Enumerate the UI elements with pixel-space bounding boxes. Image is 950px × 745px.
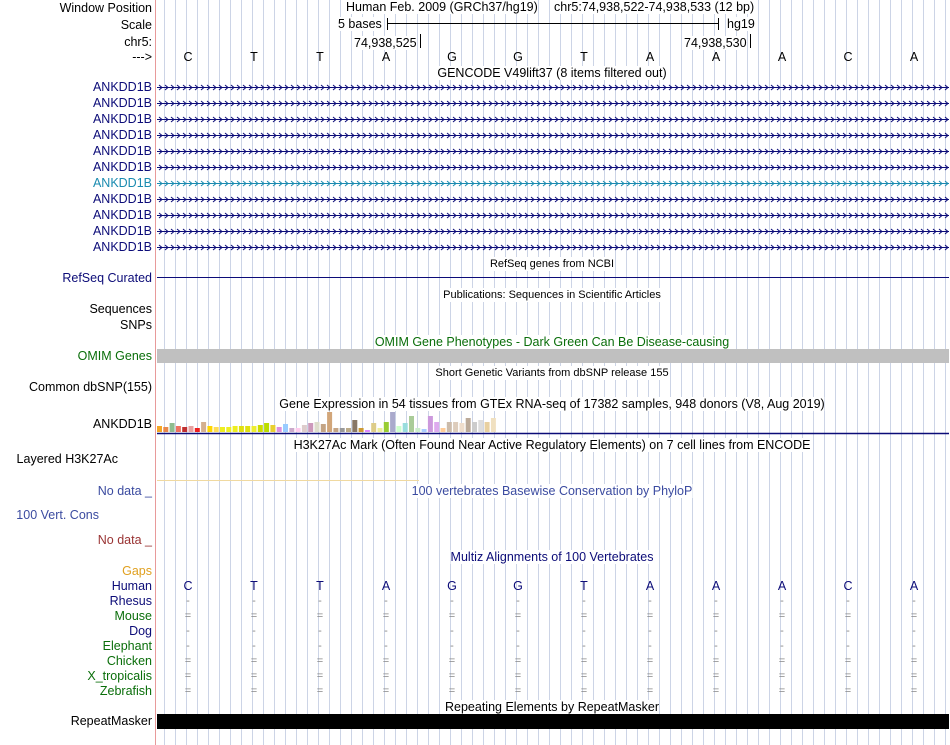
gtex-tissue-bar[interactable] bbox=[176, 426, 181, 432]
multiz-alignment-symbol: = bbox=[184, 610, 192, 622]
phylop-label[interactable]: 100 Vert. Cons bbox=[16, 508, 99, 522]
multiz-alignment-symbol: - bbox=[252, 640, 256, 652]
gtex-tissue-bar[interactable] bbox=[491, 418, 496, 432]
gtex-tissue-bar[interactable] bbox=[233, 426, 238, 432]
base-letter: T bbox=[316, 50, 324, 64]
multiz-alignment-symbol: = bbox=[580, 670, 588, 682]
gtex-tissue-bar[interactable] bbox=[170, 423, 175, 432]
gtex-tissue-bar[interactable] bbox=[315, 422, 320, 432]
gtex-tissue-bar[interactable] bbox=[258, 425, 263, 432]
multiz-alignment-symbol: - bbox=[912, 625, 916, 637]
gtex-tissue-bar[interactable] bbox=[346, 428, 351, 432]
multiz-alignment-symbol: = bbox=[778, 655, 786, 667]
multiz-alignment-symbol: = bbox=[646, 655, 654, 667]
gencode-gene-label[interactable]: ANKDD1B bbox=[92, 160, 152, 174]
multiz-alignment-symbol: = bbox=[184, 670, 192, 682]
multiz-alignment-symbol: C bbox=[843, 579, 853, 593]
gtex-tissue-bar[interactable] bbox=[428, 416, 433, 432]
multiz-alignment-symbol: A bbox=[645, 579, 655, 593]
gtex-tissue-bar[interactable] bbox=[371, 423, 376, 432]
multiz-alignment-symbol: = bbox=[844, 685, 852, 697]
multiz-alignment-symbol: - bbox=[582, 625, 586, 637]
gtex-tissue-bar[interactable] bbox=[447, 422, 452, 432]
multiz-alignment-symbol: - bbox=[252, 595, 256, 607]
multiz-alignment-symbol: - bbox=[714, 625, 718, 637]
gencode-gene-label[interactable]: ANKDD1B bbox=[92, 128, 152, 142]
multiz-alignment-symbol: = bbox=[844, 610, 852, 622]
multiz-alignment-symbol: = bbox=[778, 670, 786, 682]
gtex-tissue-bar[interactable] bbox=[157, 426, 162, 432]
multiz-alignment-symbol: = bbox=[844, 655, 852, 667]
gtex-tissue-bar[interactable] bbox=[308, 423, 313, 432]
multiz-alignment-symbol: - bbox=[714, 640, 718, 652]
multiz-alignment-symbol: = bbox=[712, 655, 720, 667]
multiz-alignment-symbol: - bbox=[582, 640, 586, 652]
repeatmasker-feature-bar[interactable] bbox=[157, 714, 949, 729]
gtex-tissue-bar[interactable] bbox=[226, 427, 231, 432]
repeatmasker-track-title[interactable]: Repeating Elements by RepeatMasker bbox=[444, 700, 660, 714]
multiz-alignment-symbol: A bbox=[711, 579, 721, 593]
multiz-alignment-symbol: - bbox=[846, 625, 850, 637]
multiz-alignment-symbol: = bbox=[316, 670, 324, 682]
multiz-alignment-symbol: = bbox=[382, 670, 390, 682]
multiz-alignment-symbol: = bbox=[448, 655, 456, 667]
multiz-alignment-symbol: = bbox=[382, 685, 390, 697]
multiz-alignment-symbol: = bbox=[514, 670, 522, 682]
gtex-tissue-bar[interactable] bbox=[340, 428, 345, 432]
multiz-alignment-symbol: G bbox=[447, 579, 457, 593]
gtex-tissue-bar[interactable] bbox=[252, 426, 257, 432]
base-letter: C bbox=[183, 50, 193, 64]
gtex-tissue-bar[interactable] bbox=[472, 422, 477, 432]
multiz-alignment-symbol: = bbox=[382, 655, 390, 667]
base-letter: A bbox=[381, 50, 391, 64]
multiz-alignment-symbol: - bbox=[846, 595, 850, 607]
multiz-alignment-symbol: T bbox=[250, 579, 258, 593]
gencode-gene-feature[interactable] bbox=[157, 100, 949, 107]
multiz-alignment-symbol: - bbox=[318, 595, 322, 607]
db-text: hg19 bbox=[727, 17, 755, 31]
multiz-alignment-symbol: = bbox=[184, 685, 192, 697]
gtex-expression-chart[interactable] bbox=[157, 410, 949, 435]
multiz-alignment-symbol: G bbox=[513, 579, 523, 593]
phylop-nodata-top: No data _ bbox=[97, 484, 152, 498]
gencode-gene-feature[interactable] bbox=[157, 148, 949, 155]
gtex-tissue-bar[interactable] bbox=[207, 426, 212, 432]
multiz-alignment-symbol: - bbox=[450, 595, 454, 607]
h3k27ac-label[interactable]: Layered H3K27Ac bbox=[16, 452, 118, 466]
gencode-gene-feature[interactable] bbox=[157, 196, 949, 203]
base-letter: T bbox=[580, 50, 588, 64]
multiz-alignment-symbol: = bbox=[250, 610, 258, 622]
strand-arrow-label[interactable]: ---> bbox=[132, 50, 152, 64]
multiz-alignment-symbol: - bbox=[780, 595, 784, 607]
gtex-tissue-bar[interactable] bbox=[321, 424, 326, 432]
multiz-species-label[interactable]: Elephant bbox=[102, 639, 152, 653]
coord-right: 74,938,530 bbox=[684, 36, 747, 50]
multiz-alignment-symbol: = bbox=[778, 610, 786, 622]
base-letter: A bbox=[645, 50, 655, 64]
multiz-alignment-symbol: = bbox=[382, 610, 390, 622]
multiz-alignment-symbol: = bbox=[250, 685, 258, 697]
publications-track-title[interactable]: Publications: Sequences in Scientific Articles bbox=[443, 289, 661, 301]
dbsnp-track-title[interactable]: Short Genetic Variants from dbSNP release 155 bbox=[435, 367, 669, 379]
dbsnp-label[interactable]: Common dbSNP(155) bbox=[29, 380, 152, 394]
multiz-alignment-symbol: T bbox=[316, 579, 324, 593]
multiz-alignment-symbol: - bbox=[384, 625, 388, 637]
multiz-alignment-symbol: = bbox=[646, 610, 654, 622]
multiz-species-label[interactable]: X_tropicalis bbox=[87, 669, 152, 683]
multiz-alignment-symbol: - bbox=[516, 625, 520, 637]
gtex-tissue-bar[interactable] bbox=[434, 422, 439, 432]
multiz-alignment-symbol: - bbox=[186, 595, 190, 607]
multiz-species-label[interactable]: Zebrafish bbox=[99, 684, 152, 698]
gtex-tissue-bar[interactable] bbox=[283, 424, 288, 432]
omim-label[interactable]: OMIM Genes bbox=[77, 349, 152, 363]
gtex-tissue-bar[interactable] bbox=[453, 422, 458, 432]
publications-sequences-label[interactable]: Sequences bbox=[89, 302, 152, 316]
multiz-alignment-symbol: = bbox=[250, 655, 258, 667]
multiz-alignment-symbol: - bbox=[186, 640, 190, 652]
publications-snps-label[interactable]: SNPs bbox=[120, 318, 152, 332]
gtex-track-title[interactable]: Gene Expression in 54 tissues from GTEx RNA-seq of 17382 samples, 948 donors (V8, Aug 2019) bbox=[279, 397, 825, 411]
scale-bar-right-tick bbox=[718, 18, 719, 30]
gtex-tissue-bar[interactable] bbox=[378, 428, 383, 432]
gtex-tissue-bar[interactable] bbox=[270, 425, 275, 432]
gtex-tissue-bar[interactable] bbox=[396, 426, 401, 432]
gtex-tissue-bar[interactable] bbox=[214, 427, 219, 432]
gencode-track-title[interactable]: GENCODE V49lift37 (8 items filtered out) bbox=[437, 66, 667, 80]
multiz-alignment-symbol: = bbox=[910, 655, 918, 667]
multiz-alignment-symbol: = bbox=[580, 655, 588, 667]
multiz-alignment-symbol: = bbox=[250, 670, 258, 682]
gtex-label[interactable]: ANKDD1B bbox=[92, 417, 152, 431]
gtex-tissue-bar[interactable] bbox=[302, 425, 307, 432]
base-letter: G bbox=[513, 50, 523, 64]
multiz-species-label[interactable]: Rhesus bbox=[109, 594, 152, 608]
gtex-tissue-bar[interactable] bbox=[163, 427, 168, 432]
multiz-alignment-symbol: - bbox=[780, 625, 784, 637]
multiz-species-label[interactable]: Human bbox=[111, 579, 152, 593]
base-letter: A bbox=[711, 50, 721, 64]
multiz-alignment-symbol: = bbox=[910, 610, 918, 622]
multiz-alignment-symbol: = bbox=[184, 655, 192, 667]
multiz-alignment-symbol: = bbox=[712, 610, 720, 622]
gtex-tissue-bar[interactable] bbox=[384, 422, 389, 432]
multiz-species-label[interactable]: Mouse bbox=[114, 609, 152, 623]
gencode-gene-label[interactable]: ANKDD1B bbox=[92, 112, 152, 126]
refseq-track-title[interactable]: RefSeq genes from NCBI bbox=[489, 258, 615, 270]
gtex-tissue-bar[interactable] bbox=[415, 428, 420, 432]
gtex-tissue-bar[interactable] bbox=[239, 426, 244, 432]
base-letter: C bbox=[843, 50, 853, 64]
coord-left-tick bbox=[420, 34, 421, 48]
gencode-gene-feature[interactable] bbox=[157, 212, 949, 219]
base-letter: A bbox=[909, 50, 919, 64]
multiz-alignment-symbol: = bbox=[316, 610, 324, 622]
multiz-alignment-symbol: - bbox=[846, 640, 850, 652]
phylop-track-title[interactable]: 100 vertebrates Basewise Conservation by PhyloP bbox=[411, 484, 693, 498]
multiz-alignment-symbol: - bbox=[318, 625, 322, 637]
multiz-alignment-symbol: = bbox=[514, 685, 522, 697]
scale-bar bbox=[387, 23, 718, 24]
multiz-alignment-symbol: - bbox=[714, 595, 718, 607]
gtex-tissue-bar[interactable] bbox=[359, 428, 364, 432]
gtex-tissue-bar[interactable] bbox=[478, 420, 483, 432]
multiz-alignment-symbol: - bbox=[384, 595, 388, 607]
repeatmasker-label[interactable]: RepeatMasker bbox=[70, 714, 152, 728]
gtex-tissue-bar[interactable] bbox=[201, 422, 206, 432]
multiz-alignment-symbol: = bbox=[448, 685, 456, 697]
gtex-tissue-bar[interactable] bbox=[189, 426, 194, 432]
gencode-gene-feature[interactable] bbox=[157, 132, 949, 139]
gencode-gene-label[interactable]: ANKDD1B bbox=[92, 80, 152, 94]
multiz-alignment-symbol: = bbox=[844, 670, 852, 682]
gencode-gene-feature[interactable] bbox=[157, 228, 949, 235]
gencode-gene-label[interactable]: ANKDD1B bbox=[92, 176, 152, 190]
multiz-species-label[interactable]: Chicken bbox=[106, 654, 152, 668]
multiz-species-label[interactable]: Dog bbox=[129, 624, 152, 638]
gtex-tissue-bar[interactable] bbox=[441, 428, 446, 432]
multiz-alignment-symbol: - bbox=[516, 595, 520, 607]
gtex-tissue-bar[interactable] bbox=[485, 422, 490, 432]
gencode-gene-feature[interactable] bbox=[157, 180, 949, 187]
multiz-track-title[interactable]: Multiz Alignments of 100 Vertebrates bbox=[450, 550, 654, 564]
gtex-tissue-bar[interactable] bbox=[365, 430, 370, 432]
gtex-tissue-bar[interactable] bbox=[390, 412, 395, 432]
h3k27ac-track-title[interactable]: H3K27Ac Mark (Often Found Near Active Regulatory Elements) on 7 cell lines from ENCODE bbox=[293, 438, 811, 452]
gencode-gene-feature[interactable] bbox=[157, 164, 949, 171]
multiz-alignment-symbol: - bbox=[252, 625, 256, 637]
phylop-nodata-bottom: No data _ bbox=[97, 533, 152, 547]
gtex-tissue-bar[interactable] bbox=[459, 423, 464, 432]
multiz-gaps-label[interactable]: Gaps bbox=[122, 564, 152, 578]
multiz-alignment-symbol: - bbox=[912, 595, 916, 607]
gtex-tissue-bar[interactable] bbox=[296, 428, 301, 432]
gencode-gene-label[interactable]: ANKDD1B bbox=[92, 192, 152, 206]
gencode-gene-label[interactable]: ANKDD1B bbox=[92, 208, 152, 222]
gencode-gene-label[interactable]: ANKDD1B bbox=[92, 240, 152, 254]
gtex-tissue-bar[interactable] bbox=[422, 429, 427, 432]
multiz-alignment-symbol: = bbox=[448, 610, 456, 622]
multiz-alignment-symbol: = bbox=[646, 685, 654, 697]
chr-label[interactable]: chr5: bbox=[124, 35, 152, 49]
gtex-tissue-bar[interactable] bbox=[466, 418, 471, 432]
multiz-alignment-symbol: = bbox=[580, 685, 588, 697]
scale-text: 5 bases bbox=[338, 17, 382, 31]
omim-feature-bar[interactable] bbox=[157, 349, 949, 363]
multiz-alignment-symbol: = bbox=[448, 670, 456, 682]
gencode-gene-feature[interactable] bbox=[157, 244, 949, 251]
gtex-tissue-bar[interactable] bbox=[182, 427, 187, 432]
multiz-alignment-symbol: - bbox=[648, 625, 652, 637]
gencode-gene-feature[interactable] bbox=[157, 116, 949, 123]
multiz-alignment-symbol: - bbox=[318, 640, 322, 652]
multiz-alignment-symbol: - bbox=[648, 640, 652, 652]
multiz-alignment-symbol: = bbox=[580, 610, 588, 622]
multiz-alignment-symbol: - bbox=[516, 640, 520, 652]
gtex-tissue-bar[interactable] bbox=[264, 423, 269, 432]
omim-track-title[interactable]: OMIM Gene Phenotypes - Dark Green Can Be Disease-causing bbox=[374, 335, 730, 349]
coord-right-tick bbox=[750, 34, 751, 48]
gtex-tissue-bar[interactable] bbox=[352, 420, 357, 432]
multiz-alignment-symbol: A bbox=[777, 579, 787, 593]
gtex-tissue-bar[interactable] bbox=[277, 427, 282, 432]
multiz-alignment-symbol: T bbox=[580, 579, 588, 593]
coord-left: 74,938,525 bbox=[354, 36, 417, 50]
assembly-text: Human Feb. 2009 (GRCh37/hg19) bbox=[346, 0, 538, 14]
refseq-gene-line[interactable] bbox=[157, 277, 949, 278]
multiz-alignment-symbol: = bbox=[514, 610, 522, 622]
gencode-gene-feature[interactable] bbox=[157, 84, 949, 91]
h3k27ac-baseline bbox=[157, 480, 419, 481]
scale-bar-left-tick bbox=[387, 18, 388, 30]
multiz-alignment-symbol: - bbox=[186, 625, 190, 637]
multiz-alignment-symbol: - bbox=[648, 595, 652, 607]
base-letter: T bbox=[250, 50, 258, 64]
multiz-alignment-symbol: C bbox=[183, 579, 193, 593]
gtex-tissue-bar[interactable] bbox=[333, 428, 338, 432]
gencode-gene-label[interactable]: ANKDD1B bbox=[92, 96, 152, 110]
scale-label[interactable]: Scale bbox=[120, 18, 152, 32]
gencode-gene-label[interactable]: ANKDD1B bbox=[92, 224, 152, 238]
gtex-tissue-bar[interactable] bbox=[327, 412, 332, 432]
multiz-alignment-symbol: A bbox=[909, 579, 919, 593]
multiz-alignment-symbol: - bbox=[450, 625, 454, 637]
refseq-label[interactable]: RefSeq Curated bbox=[62, 271, 152, 285]
gtex-tissue-bar[interactable] bbox=[220, 427, 225, 432]
position-text: chr5:74,938,522-74,938,533 (12 bp) bbox=[554, 0, 755, 14]
gtex-tissue-bar[interactable] bbox=[289, 428, 294, 432]
base-letter: G bbox=[447, 50, 457, 64]
multiz-alignment-symbol: = bbox=[712, 670, 720, 682]
multiz-alignment-symbol: - bbox=[780, 640, 784, 652]
window-position-label[interactable]: Window Position bbox=[59, 1, 152, 15]
gtex-tissue-bar[interactable] bbox=[245, 426, 250, 432]
multiz-alignment-symbol: = bbox=[910, 670, 918, 682]
gencode-gene-label[interactable]: ANKDD1B bbox=[92, 144, 152, 158]
multiz-alignment-symbol: - bbox=[912, 640, 916, 652]
multiz-alignment-symbol: = bbox=[316, 685, 324, 697]
multiz-alignment-symbol: - bbox=[450, 640, 454, 652]
multiz-alignment-symbol: = bbox=[778, 685, 786, 697]
multiz-alignment-symbol: = bbox=[316, 655, 324, 667]
multiz-alignment-symbol: = bbox=[646, 670, 654, 682]
multiz-alignment-symbol: = bbox=[712, 685, 720, 697]
multiz-alignment-symbol: = bbox=[910, 685, 918, 697]
multiz-alignment-symbol: - bbox=[384, 640, 388, 652]
multiz-alignment-symbol: - bbox=[582, 595, 586, 607]
gtex-tissue-bar[interactable] bbox=[409, 416, 414, 432]
gtex-tissue-bar[interactable] bbox=[403, 423, 408, 432]
gtex-tissue-bar[interactable] bbox=[195, 428, 200, 432]
base-letter: A bbox=[777, 50, 787, 64]
multiz-alignment-symbol: = bbox=[514, 655, 522, 667]
multiz-alignment-symbol: A bbox=[381, 579, 391, 593]
